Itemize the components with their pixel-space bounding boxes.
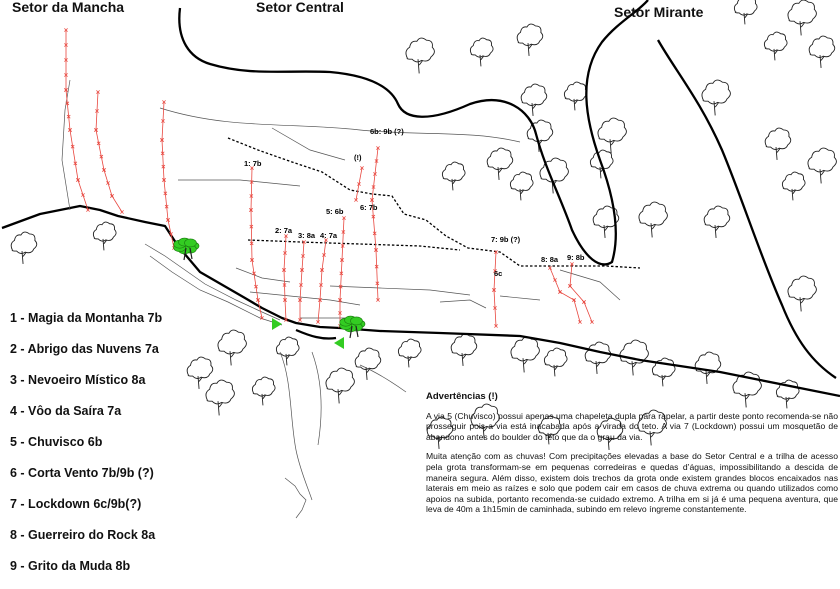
tree-icon bbox=[540, 158, 568, 193]
route-line bbox=[550, 268, 580, 322]
legend-item: 1 - Magia da Montanha 7b bbox=[10, 311, 163, 325]
route-label-7: 7: 9b (?) bbox=[491, 235, 521, 244]
legend-item: 8 - Guerreiro do Rock 8a bbox=[10, 528, 156, 542]
bolt-mark bbox=[120, 210, 123, 213]
bolt-mark bbox=[590, 320, 593, 323]
tree-icon bbox=[487, 148, 513, 180]
route-line bbox=[318, 240, 326, 322]
warnings-box bbox=[426, 392, 838, 524]
tree-icon bbox=[511, 337, 539, 372]
route-line bbox=[284, 236, 286, 320]
route-line bbox=[300, 242, 304, 320]
access-trail-dotted bbox=[228, 138, 640, 268]
sector-central-label: Setor Central bbox=[256, 0, 344, 15]
warnings-paragraph: Muita atenção com as chuvas! Com precipitações elevadas a base do Setor Central e a trilha de acesso pela grota transformam-se em pequenas corredeiras e quedas d’águas, impossibilitando a descida de maneira segura. Além disso, existem dois trechos da grota onde existem grandes blocos encaixados nas laterais em meio as raízes e solo que podem cair em casos de chuva extrema ou quando utilizados como apoios na subida, portanto recomenda-se cuidado extremo. A trilha em si já é uma pequena aventura, que leva de 40m a 1h15min de caminhada, subindo em relevo íngreme constantemente. bbox=[426, 451, 838, 515]
tree-icon bbox=[521, 84, 547, 116]
trail-entry-line bbox=[296, 330, 336, 339]
route-legend bbox=[10, 310, 270, 589]
legend-item: 9 - Grito da Muda 8b bbox=[10, 559, 131, 573]
warnings-paragraph: A via 5 (Chuvisco) possui apenas uma chapeleta dupla para rapelar, a partir deste ponto recomenda-se não prosseguir pois a via está inacabada após a virada do teto. A via 7 (Lockdown) possui um mosquetão de abandono antes do boulder do teto que da o grau da via. bbox=[426, 410, 838, 442]
tree-icon bbox=[639, 202, 667, 237]
tree-icon bbox=[355, 348, 381, 380]
route-line bbox=[570, 264, 592, 322]
tree-icon bbox=[704, 206, 730, 238]
route-label-3: 3: 8a bbox=[298, 231, 316, 240]
route-line bbox=[372, 148, 378, 300]
tree-icon bbox=[510, 172, 533, 200]
mirante-edge-line bbox=[658, 40, 836, 378]
tree-icon bbox=[517, 24, 543, 56]
route-line bbox=[66, 30, 88, 210]
route-label-5: 5: 6b bbox=[326, 207, 344, 216]
tree-icon bbox=[764, 32, 787, 60]
route-label-7-6c: 6c bbox=[494, 269, 503, 278]
legend-item: 4 - Vôo da Saíra 7a bbox=[10, 404, 122, 418]
route-label-2: 2: 7a bbox=[275, 226, 293, 235]
tree-icon bbox=[544, 348, 567, 376]
tree-icon bbox=[808, 148, 836, 183]
legend-item: 2 - Abrigo das Nuvens 7a bbox=[10, 342, 159, 356]
warnings-title: Advertências (!) bbox=[426, 391, 498, 402]
tree-icon bbox=[11, 232, 37, 264]
tree-icon bbox=[451, 334, 477, 366]
tree-icon bbox=[406, 38, 434, 73]
route-line bbox=[340, 218, 344, 326]
tree-icon bbox=[470, 38, 493, 66]
bolt-mark bbox=[582, 300, 585, 303]
tree-icon bbox=[702, 80, 730, 115]
route-label-6: 6: 7b bbox=[360, 203, 378, 212]
sector-mancha-label: Setor da Mancha bbox=[12, 0, 125, 15]
legend-item: 7 - Lockdown 6c/9b(?) bbox=[10, 497, 142, 511]
legend-item: 3 - Nevoeiro Místico 8a bbox=[10, 373, 146, 387]
tree-icon bbox=[398, 339, 421, 367]
route-label-4: 4: 7a bbox=[320, 231, 338, 240]
route-label-6b: 6b: 9b (?) bbox=[370, 127, 404, 136]
legend-item: 5 - Chuvisco 6b bbox=[10, 435, 103, 449]
bolt-mark bbox=[558, 290, 561, 293]
route-label-8: 8: 8a bbox=[541, 255, 559, 264]
tree-icon bbox=[276, 337, 299, 365]
route-label-1: 1: 7b bbox=[244, 159, 262, 168]
legend-item: 6 - Corta Vento 7b/9b (?) bbox=[10, 466, 154, 480]
tree-icon bbox=[93, 222, 116, 250]
tree-icon bbox=[564, 82, 587, 110]
tree-icon bbox=[442, 162, 465, 190]
tree-icon bbox=[326, 368, 354, 403]
bolt-mark bbox=[548, 266, 551, 269]
tree-icon bbox=[585, 342, 611, 374]
route-line bbox=[96, 92, 122, 212]
route-line bbox=[251, 168, 262, 318]
ridge-line bbox=[179, 0, 648, 264]
tree-icon bbox=[734, 0, 757, 24]
green-tree-icon bbox=[340, 316, 365, 338]
tree-icon bbox=[598, 118, 626, 153]
tree-icon bbox=[809, 36, 835, 68]
tree-icon bbox=[788, 0, 816, 35]
bolt-mark bbox=[553, 278, 556, 281]
route-label-9: 9: 8b bbox=[567, 253, 585, 262]
tree-icon bbox=[765, 128, 791, 160]
route-warning-mark: (!) bbox=[354, 153, 362, 162]
sector-mirante-label: Setor Mirante bbox=[614, 4, 704, 20]
tree-icon bbox=[788, 276, 816, 311]
tree-icon bbox=[782, 172, 805, 200]
